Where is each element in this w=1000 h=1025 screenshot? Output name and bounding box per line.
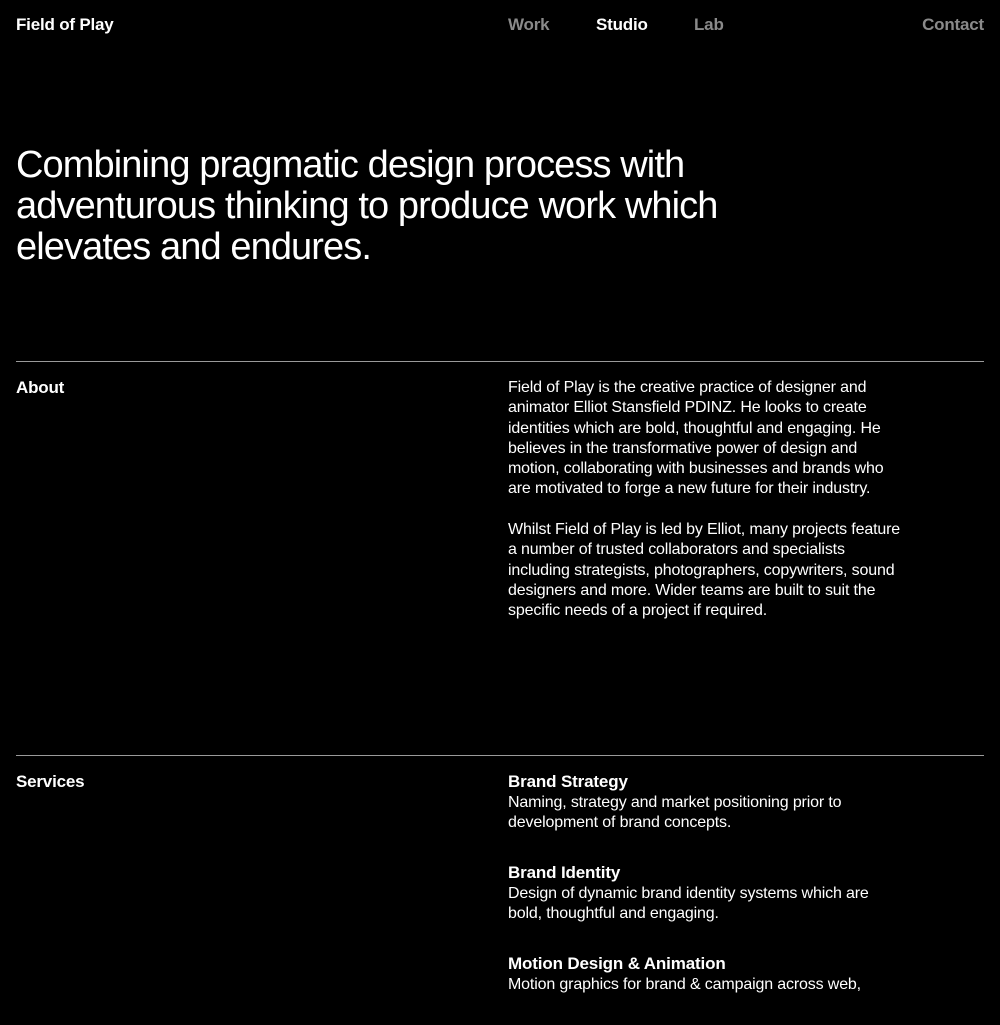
hero-headline: Combining pragmatic design process with adventurous thinking to produce work which elevates and endures. bbox=[16, 144, 718, 268]
about-body bbox=[508, 378, 902, 642]
brand-logo-link[interactable]: Field of Play bbox=[16, 15, 114, 34]
services-list bbox=[508, 772, 902, 1025]
service-item bbox=[508, 772, 902, 833]
about-paragraph: Field of Play is the creative practice of designer and animator Elliot Stansfield PDINZ. He looks to create identities which are bold, thoughtful and engaging. He believes in the transformative power of design and motion, collaborating with businesses and brands who are motivated to forge a new future for their industry. bbox=[508, 379, 884, 498]
service-description: Design of dynamic brand identity systems which are bold, thoughtful and engaging. bbox=[508, 884, 869, 922]
service-description: Naming, strategy and market positioning prior to development of brand concepts. bbox=[508, 793, 842, 831]
nav-contact-link[interactable]: Contact bbox=[922, 15, 984, 34]
service-title: Brand Strategy bbox=[508, 772, 628, 791]
nav-studio-link[interactable]: Studio bbox=[596, 15, 648, 34]
service-description: Motion graphics for brand & campaign across web, bbox=[508, 975, 861, 993]
services-section bbox=[16, 755, 984, 993]
service-title: Brand Identity bbox=[508, 863, 621, 883]
services-label: Services bbox=[16, 772, 85, 791]
nav-work-link[interactable]: Work bbox=[508, 15, 550, 34]
service-title: Motion Design & Animation bbox=[508, 954, 726, 974]
service-item bbox=[508, 863, 902, 924]
about-label: About bbox=[16, 378, 65, 397]
site-header bbox=[0, 0, 1000, 52]
nav-lab-link[interactable]: Lab bbox=[694, 15, 724, 34]
about-section bbox=[16, 361, 984, 620]
service-item bbox=[508, 954, 902, 995]
about-paragraph: Whilst Field of Play is led by Elliot, many projects feature a number of trusted collaborators and specialists including strategists, photographers, copywriters, sound designers and more. Wider teams are built to suit the specific needs of a project if required. bbox=[508, 521, 901, 620]
